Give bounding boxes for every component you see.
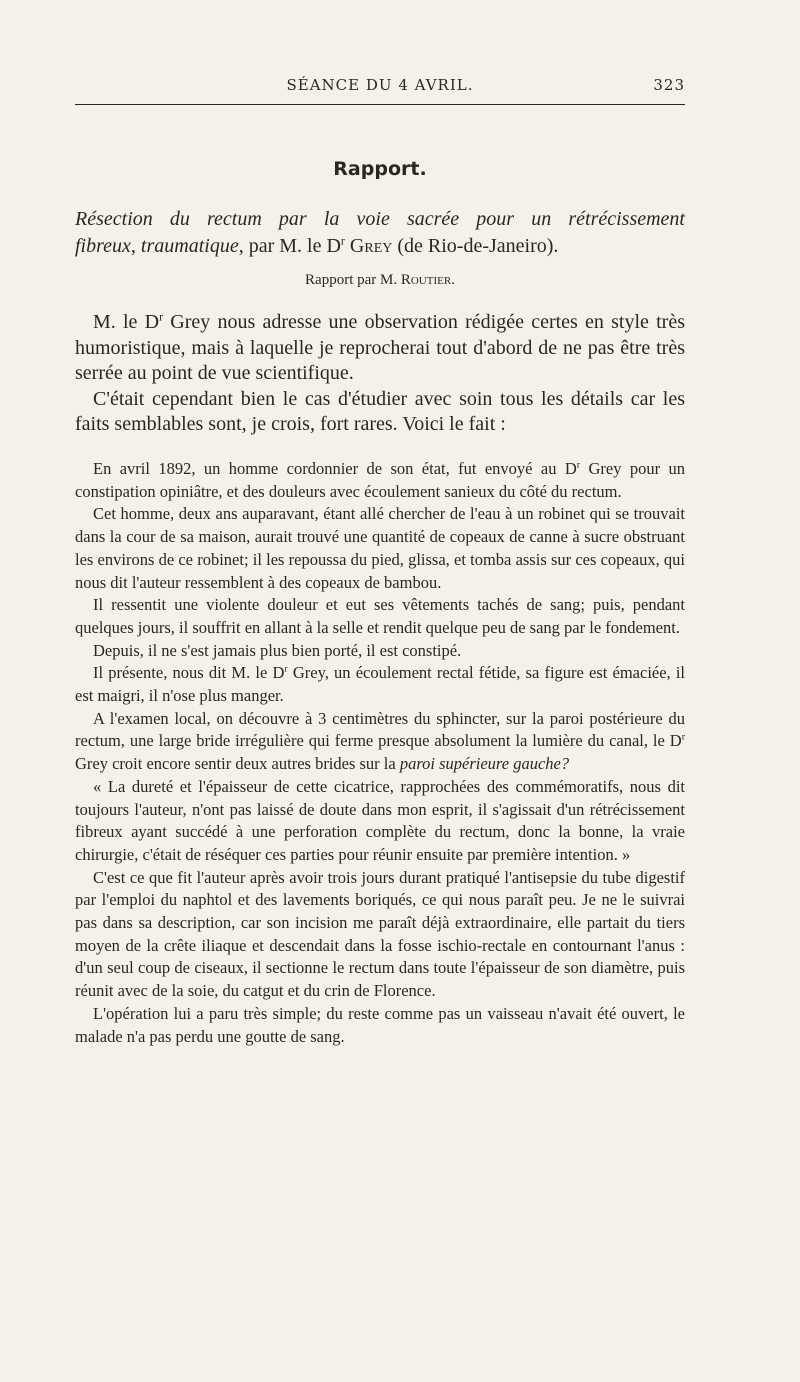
paragraph: Il présente, nous dit M. le $D^r$ Grey, un écoulement rectal fétide, sa figure est émaciée, il est maigri, il n'ose plus manger. bbox=[75, 663, 686, 706]
author-name: Grey bbox=[349, 235, 393, 257]
running-title: SÉANCE DU 4 AVRIL. bbox=[286, 76, 474, 94]
reporter-name: Routier. bbox=[400, 272, 455, 288]
body-text bbox=[75, 458, 685, 1048]
intro-text bbox=[75, 310, 685, 438]
report-subject bbox=[75, 206, 685, 260]
paragraph: « La dureté et l'épaisseur de cette cicatrice, rapprochées des commémoratifs, nous dit toujours l'auteur, n'ont pas laissé de doute dans mon esprit, il s'agissait d'un rétrécissement fibreux ayant succédé à une perforation complète du rectum, donc la bonne, la vraie chirurgie, c'était de réséquer ces parties pour réunir ensuite par première intention. » bbox=[75, 776, 685, 864]
paragraph: Il ressentit une violente douleur et eut ses vêtements tachés de sang; puis, pendant quelques jours, il souffrit en allant à la selle et rendit quelque peu de sang par le fondement. bbox=[75, 595, 685, 637]
paragraph: L'opération lui a paru très simple; du reste comme pas un vaisseau n'avait été ouvert, le malade n'a pas perdu une goutte de sang. bbox=[75, 1003, 685, 1046]
paragraph: A l'examen local, on découvre à 3 centimètres du sphincter, sur la paroi postérieure du rectum, une large bride irrégulière qui ferme presque absolument la lumière du canal, le $D^r$ Grey croit encore sentir deux autres brides sur la paroi supérieure gauche? bbox=[75, 708, 685, 774]
subject-line-2: fibreux, traumatique, par M. le $D^r$ Grey (de Rio-de-Janeiro). bbox=[75, 233, 559, 257]
subject-line-1: Résection du rectum par la voie sacrée pour un rétrécissement bbox=[75, 208, 685, 230]
header-rule bbox=[75, 104, 685, 105]
paragraph: C'est ce que fit l'auteur après avoir trois jours durant pratiqué l'antisepsie du tube digestif par l'emploi du naphtol et des lavements boriqués, ce qui nous paraît peu. Je ne le suivrai pas dans sa description, car son incision me paraît déjà extraordinaire, elle partait du tiers moyen de la crête iliaque et descendait dans la fosse ischio-rectale en contournant l'anus : d'un seul coup de ciseaux, il sectionne le rectum dans toute l'épaisseur de son diamètre, puis réunit avec de la soie, du catgut et du crin de Florence. bbox=[75, 867, 685, 1001]
paragraph: Cet homme, deux ans auparavant, étant allé chercher de l'eau à un robinet qui se trouvait dans la cour de sa maison, aurait trouvé une quantité de copeaux de canne à sucre obstruant les environs de ce robinet; il les repoussa du pied, glissa, et tomba assis sur ces copeaux, qui nous dit l'auteur ressemblent à des copeaux de bambou. bbox=[75, 504, 685, 592]
paragraph: Depuis, il ne s'est jamais plus bien porté, il est constipé. bbox=[93, 640, 462, 660]
intro-paragraph: C'était cependant bien le cas d'étudier avec soin tous les détails car les faits semblables sont, je crois, fort rares. Voici le fait : bbox=[75, 387, 685, 435]
paragraph: En avril 1892, un homme cordonnier de son état, fut envoyé au $D^r$ Grey pour un constipation opiniâtre, et des douleurs avec écoulement sanieux du côté du rectum. bbox=[75, 459, 685, 501]
report-byline: Rapport par M. Routier. bbox=[305, 272, 455, 288]
running-header bbox=[75, 76, 685, 100]
section-heading: Rapport. bbox=[333, 158, 427, 180]
intro-paragraph: M. le $D^r$ Grey nous adresse une observation rédigée certes en style très humoristique, mais à laquelle je reprocherai tout d'abord de ne pas être très serrée au point de vue scientifique. bbox=[75, 309, 685, 384]
page-number: 323 bbox=[653, 76, 685, 94]
